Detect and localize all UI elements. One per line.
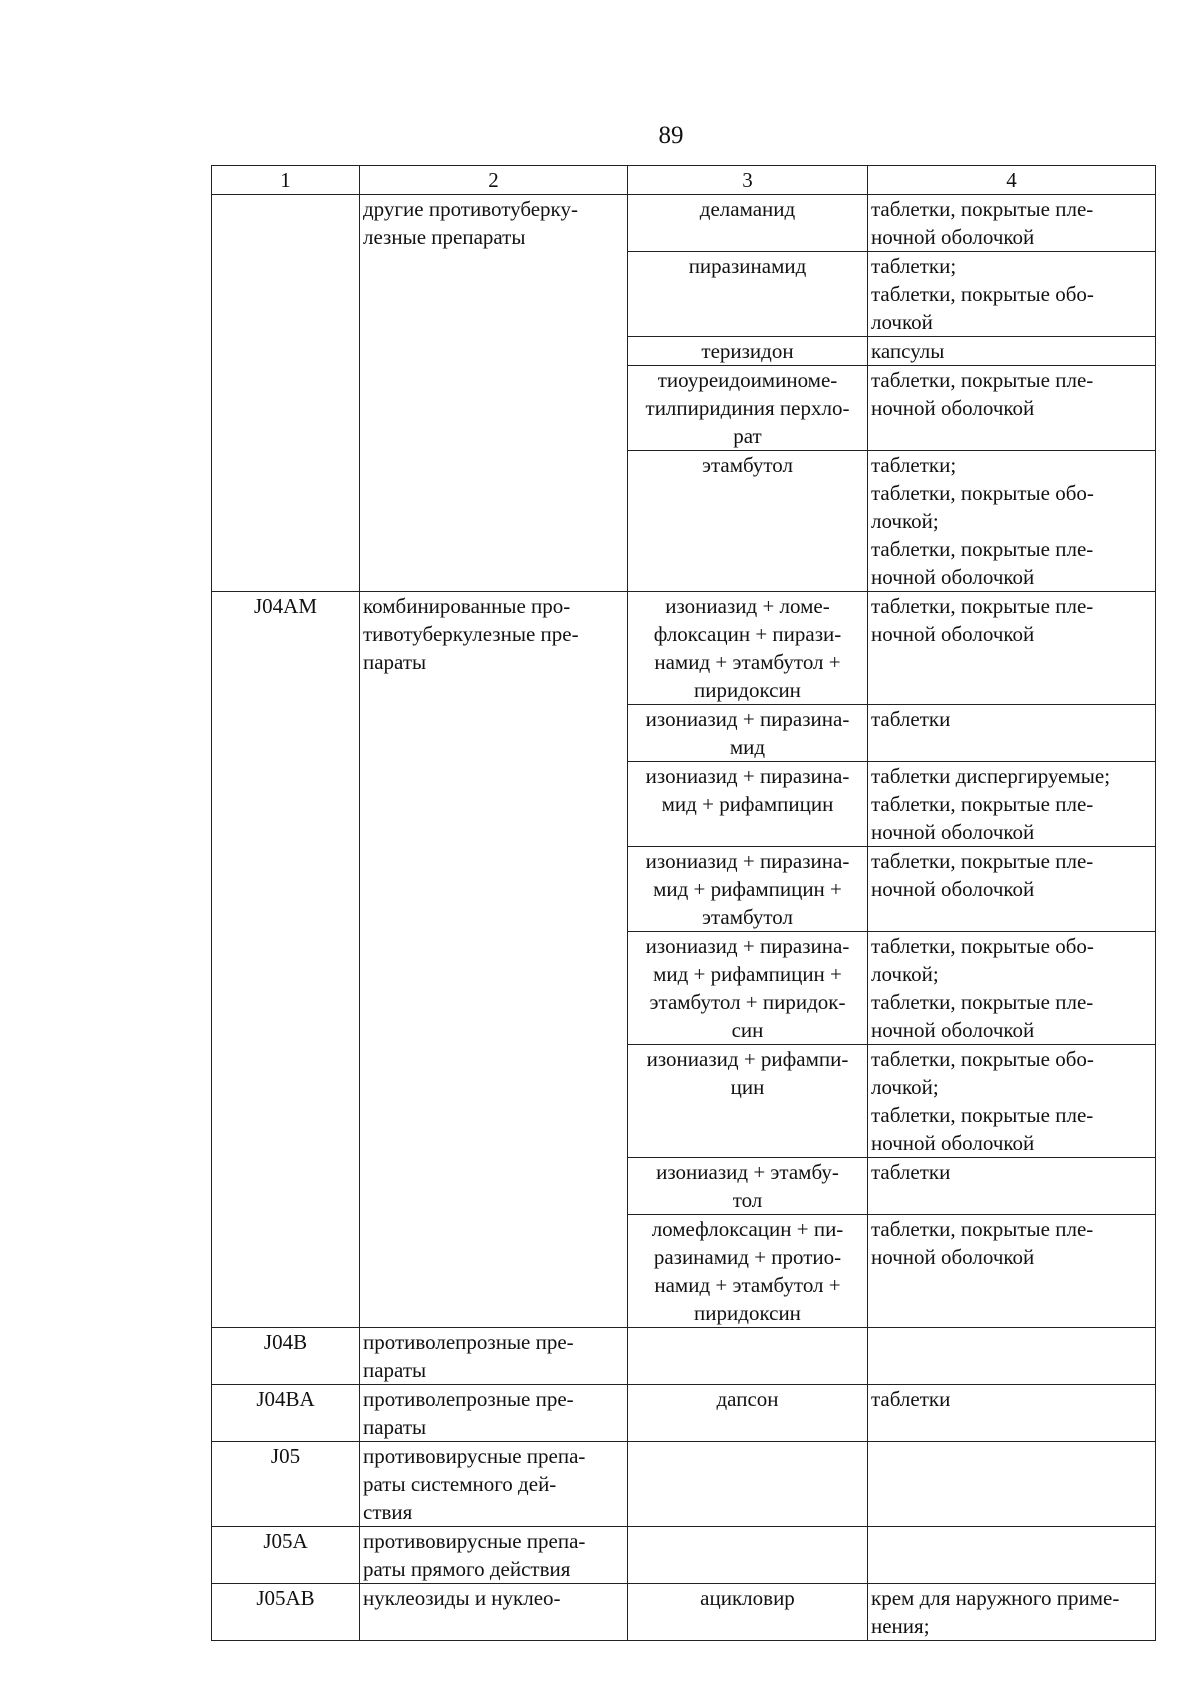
column-header: 2 bbox=[360, 166, 628, 195]
dosage-form-cell: таблетки bbox=[868, 705, 1156, 762]
dosage-form-cell: таблетки, покрытые пле- ночной оболочкой bbox=[868, 592, 1156, 705]
drug-table bbox=[211, 165, 1156, 1641]
group-name-cell: другие противотуберку- лезные препараты bbox=[360, 195, 628, 592]
table-row bbox=[212, 1385, 1156, 1442]
column-header: 3 bbox=[628, 166, 868, 195]
group-name-cell: противолепрозные пре- параты bbox=[360, 1328, 628, 1385]
atc-code-cell: J05A bbox=[212, 1527, 360, 1584]
group-name-cell: комбинированные про- тивотуберкулезные пре- параты bbox=[360, 592, 628, 1328]
drug-name-cell: этамбутол bbox=[628, 451, 868, 592]
drug-name-cell: изониазид + этамбу- тол bbox=[628, 1158, 868, 1215]
drug-name-cell: изониазид + ломе- флоксацин + пирази- намид + этамбутол + пиридоксин bbox=[628, 592, 868, 705]
atc-code-cell: J04B bbox=[212, 1328, 360, 1385]
dosage-form-cell bbox=[868, 1328, 1156, 1385]
dosage-form-cell: таблетки, покрытые обо- лочкой; таблетки, покрытые пле- ночной оболочкой bbox=[868, 1045, 1156, 1158]
drug-name-cell: изониазид + пиразина- мид + рифампицин + этамбутол bbox=[628, 847, 868, 932]
dosage-form-cell: таблетки bbox=[868, 1385, 1156, 1442]
drug-name-cell: теризидон bbox=[628, 337, 868, 366]
dosage-form-cell: таблетки, покрытые пле- ночной оболочкой bbox=[868, 1215, 1156, 1328]
drug-name-cell: изониазид + пиразина- мид + рифампицин + этамбутол + пиридок- син bbox=[628, 932, 868, 1045]
drug-name-cell: ацикловир bbox=[628, 1584, 868, 1641]
drug-name-cell: деламанид bbox=[628, 195, 868, 252]
page-number: 89 bbox=[658, 122, 684, 149]
dosage-form-cell: таблетки, покрытые пле- ночной оболочкой bbox=[868, 847, 1156, 932]
dosage-form-cell: таблетки диспергируемые; таблетки, покрытые пле- ночной оболочкой bbox=[868, 762, 1156, 847]
table-row bbox=[212, 1584, 1156, 1641]
drug-name-cell bbox=[628, 1442, 868, 1527]
dosage-form-cell: таблетки; таблетки, покрытые обо- лочкой bbox=[868, 252, 1156, 337]
drug-name-cell: дапсон bbox=[628, 1385, 868, 1442]
atc-code-cell: J04BA bbox=[212, 1385, 360, 1442]
group-name-cell: противолепрозные пре- параты bbox=[360, 1385, 628, 1442]
column-header: 1 bbox=[212, 166, 360, 195]
group-name-cell: нуклеозиды и нуклео- bbox=[360, 1584, 628, 1641]
table-row bbox=[212, 592, 1156, 705]
drug-name-cell bbox=[628, 1527, 868, 1584]
dosage-form-cell bbox=[868, 1527, 1156, 1584]
table-row bbox=[212, 1328, 1156, 1385]
atc-code-cell: J05 bbox=[212, 1442, 360, 1527]
dosage-form-cell: капсулы bbox=[868, 337, 1156, 366]
drug-name-cell: изониазид + рифампи- цин bbox=[628, 1045, 868, 1158]
drug-name-cell: тиоуреидоиминоме- тилпиридиния перхло- рат bbox=[628, 366, 868, 451]
dosage-form-cell: таблетки; таблетки, покрытые обо- лочкой; таблетки, покрытые пле- ночной оболочкой bbox=[868, 451, 1156, 592]
atc-code-cell bbox=[212, 195, 360, 592]
dosage-form-cell: таблетки, покрытые пле- ночной оболочкой bbox=[868, 366, 1156, 451]
column-header: 4 bbox=[868, 166, 1156, 195]
drug-name-cell: изониазид + пиразина- мид + рифампицин bbox=[628, 762, 868, 847]
group-name-cell: противовирусные препа- раты системного дей- ствия bbox=[360, 1442, 628, 1527]
drug-name-cell: пиразинамид bbox=[628, 252, 868, 337]
dosage-form-cell: крем для наружного приме- нения; bbox=[868, 1584, 1156, 1641]
table-header-row bbox=[212, 166, 1156, 195]
table-row bbox=[212, 195, 1156, 252]
group-name-cell: противовирусные препа- раты прямого действия bbox=[360, 1527, 628, 1584]
dosage-form-cell: таблетки, покрытые обо- лочкой; таблетки, покрытые пле- ночной оболочкой bbox=[868, 932, 1156, 1045]
drug-name-cell: изониазид + пиразина- мид bbox=[628, 705, 868, 762]
table-row bbox=[212, 1527, 1156, 1584]
dosage-form-cell: таблетки bbox=[868, 1158, 1156, 1215]
table-row bbox=[212, 1442, 1156, 1527]
atc-code-cell: J04AM bbox=[212, 592, 360, 1328]
dosage-form-cell: таблетки, покрытые пле- ночной оболочкой bbox=[868, 195, 1156, 252]
drug-name-cell bbox=[628, 1328, 868, 1385]
atc-code-cell: J05AB bbox=[212, 1584, 360, 1641]
drug-name-cell: ломефлоксацин + пи- разинамид + протио- намид + этамбутол + пиридоксин bbox=[628, 1215, 868, 1328]
dosage-form-cell bbox=[868, 1442, 1156, 1527]
